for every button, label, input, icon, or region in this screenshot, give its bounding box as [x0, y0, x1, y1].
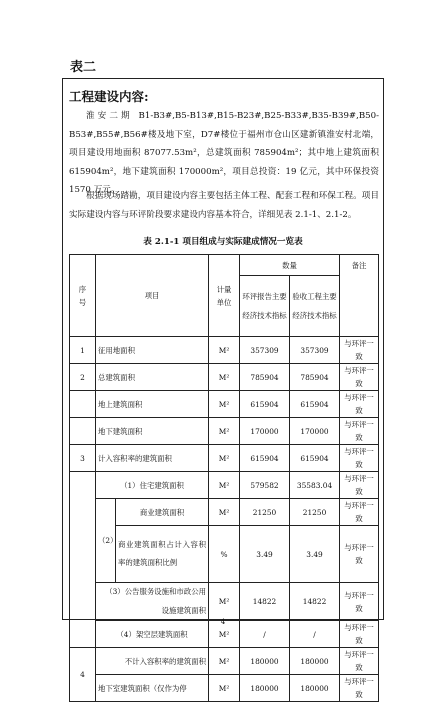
row-item: 地下建筑面积: [96, 418, 209, 445]
table-row: [70, 337, 379, 364]
row-acceptance: 170000: [290, 418, 340, 445]
row-item: 征用地面积: [96, 337, 209, 364]
row-seq: 2: [70, 364, 96, 391]
table-row: [70, 648, 379, 675]
content-frame: [62, 78, 384, 699]
row-unit: M²: [209, 621, 240, 648]
page-number: 4: [220, 618, 226, 626]
header-seq: 序号: [70, 255, 96, 337]
row-eia: 785904: [240, 364, 290, 391]
table-row: [70, 391, 379, 418]
table-row: [70, 499, 379, 526]
header-remark: 备注: [340, 255, 379, 337]
row-remark: 与环评一致: [340, 337, 379, 364]
row-acceptance: 180000: [290, 648, 340, 675]
row-remark: 与环评一致: [340, 526, 379, 583]
header-eia: 环评报告主要经济技术指标: [240, 276, 290, 337]
row-item: （1）住宅建筑面积: [96, 472, 209, 499]
row-remark: 与环评一致: [340, 418, 379, 445]
table-row: [70, 364, 379, 391]
row-acceptance: 21250: [290, 499, 340, 526]
row-item: 计入容积率的建筑面积: [96, 445, 209, 472]
row-seq: 3: [70, 445, 96, 472]
row-acceptance: 785904: [290, 364, 340, 391]
row-unit: M²: [209, 583, 240, 621]
row-item: 地上建筑面积: [96, 391, 209, 418]
row-remark: 与环评一致: [340, 364, 379, 391]
row-unit: M²: [209, 337, 240, 364]
row-eia: 615904: [240, 445, 290, 472]
header-item: 项目: [96, 255, 209, 337]
table-header-row: [70, 255, 379, 276]
row-unit: M²: [209, 418, 240, 445]
row-eia: 21250: [240, 499, 290, 526]
row-item: 商业建筑面积: [116, 499, 209, 526]
row-item: （3）公告服务设施和市政公用设施建筑面积: [96, 583, 209, 621]
row-remark: 与环评一致: [340, 499, 379, 526]
row-eia: 14822: [240, 583, 290, 621]
row-eia: /: [240, 621, 290, 648]
row-acceptance: 357309: [290, 337, 340, 364]
header-acceptance: 验收工程主要经济技术指标: [290, 276, 340, 337]
row-unit: M²: [209, 364, 240, 391]
row-unit: %: [209, 526, 240, 583]
row-remark: 与环评一致: [340, 472, 379, 499]
row-unit: M²: [209, 445, 240, 472]
row-eia: 180000: [240, 675, 290, 702]
row-item: （4）架空层建筑面积: [96, 621, 209, 648]
row-remark: 与环评一致: [340, 583, 379, 621]
row-remark: 与环评一致: [340, 621, 379, 648]
row-seq-empty: [70, 391, 96, 418]
table-row: [70, 675, 379, 702]
header-quantity: 数量: [240, 255, 340, 276]
section-title: 工程建设内容:: [69, 89, 149, 104]
row-acceptance: /: [290, 621, 340, 648]
row-sub-label: （2）: [96, 499, 116, 583]
row-remark: 与环评一致: [340, 391, 379, 418]
table-row: [70, 472, 379, 499]
row-unit: M²: [209, 391, 240, 418]
row-acceptance: 180000: [290, 675, 340, 702]
row-eia: 170000: [240, 418, 290, 445]
row-item: 商业建筑面积占计入容积率的建筑面积比例: [116, 526, 209, 583]
row-item: 地下室建筑面积（仅作为停: [96, 675, 209, 702]
row-seq: 1: [70, 337, 96, 364]
row-unit: M²: [209, 648, 240, 675]
table-row: [70, 583, 379, 621]
table-caption: 表 2.1-1 项目组成与实际建成情况一览表: [143, 237, 303, 247]
project-description-paragraph: 淮安二期 B1-B3#,B5-B13#,B15-B23#,B25-B33#,B35-B39#,B50-B53#,B55#,B56#楼及地下室，D7#楼位于福州市仓山区建新镇淮安村北端，项目建设用地面积 87077.53m²，总建筑面积 785904m²；其中地上建筑面积 615904m²，地下建筑面积 170000m²，项目总投资：19 亿元，其中环保投资 1570 万元。: [69, 111, 379, 195]
row-eia: 579582: [240, 472, 290, 499]
row-acceptance: 615904: [290, 445, 340, 472]
row-unit: M²: [209, 472, 240, 499]
row-item: 不计入容积率的建筑面积: [96, 648, 209, 675]
row-item: 总建筑面积: [96, 364, 209, 391]
row-remark: 与环评一致: [340, 648, 379, 675]
row-seq-empty: [70, 418, 96, 445]
page-heading: 表二: [70, 60, 97, 75]
row-seq: 4: [70, 648, 96, 702]
row-unit: M²: [209, 675, 240, 702]
row-remark: 与环评一致: [340, 675, 379, 702]
table-row: [70, 445, 379, 472]
table-row: [70, 418, 379, 445]
project-composition-table: [69, 254, 379, 702]
row-eia: 180000: [240, 648, 290, 675]
site-survey-paragraph: 根据现场踏勘，项目建设内容主要包括主体工程、配套工程和环保工程。项目实际建设内容与环评阶段要求建设内容基本符合，详细见表 2.1-1、2.1-2。: [69, 191, 379, 220]
row-acceptance: 615904: [290, 391, 340, 418]
header-unit: 计量单位: [209, 255, 240, 337]
row-eia: 615904: [240, 391, 290, 418]
row-unit: M²: [209, 499, 240, 526]
row-remark: 与环评一致: [340, 445, 379, 472]
row-eia: 3.49: [240, 526, 290, 583]
row-acceptance: 35583.04: [290, 472, 340, 499]
row-acceptance: 14822: [290, 583, 340, 621]
row-eia: 357309: [240, 337, 290, 364]
row-acceptance: 3.49: [290, 526, 340, 583]
